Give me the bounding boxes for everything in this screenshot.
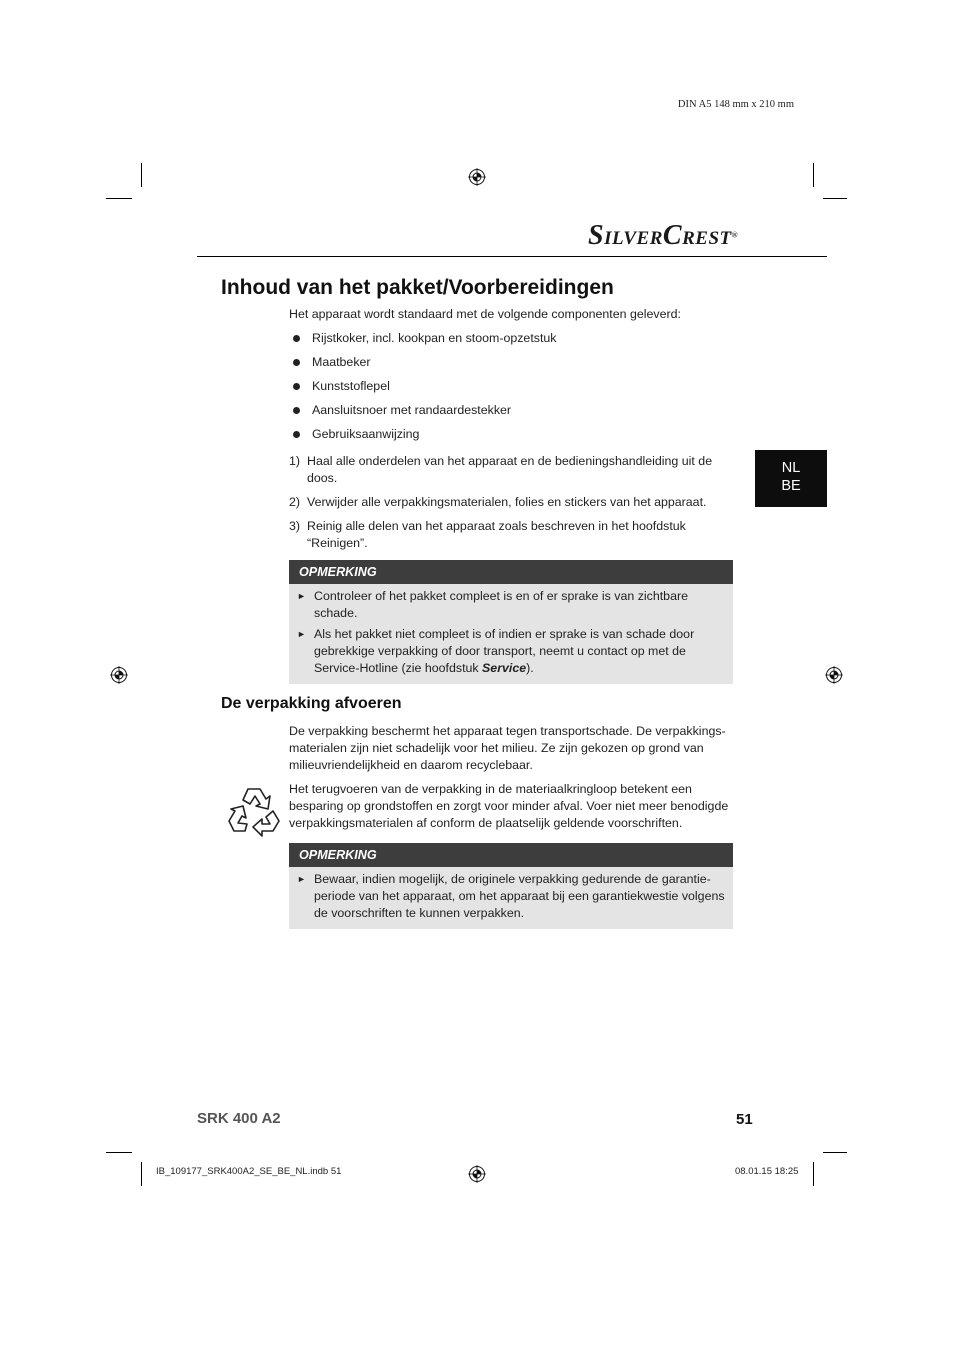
list-item: Maatbeker bbox=[289, 354, 557, 378]
list-item: Gebruiksaanwijzing bbox=[289, 426, 557, 450]
bullet-dot-icon bbox=[293, 407, 300, 414]
page-number: 51 bbox=[736, 1111, 753, 1128]
bullet-dot-icon bbox=[293, 335, 300, 342]
bullet-dot-icon bbox=[293, 431, 300, 438]
note-item: ► Als het pakket niet compleet is of indien er sprake is van schade door gebrekkige verpakking of door transport, neemt u contact op met de Service-Hotline (zie hoofdstuk Service). bbox=[297, 627, 695, 675]
note-heading: OPMERKING bbox=[289, 560, 733, 584]
triangle-right-icon: ► bbox=[297, 591, 306, 601]
format-label: DIN A5 148 mm x 210 mm bbox=[677, 99, 794, 110]
note-heading: OPMERKING bbox=[289, 843, 733, 867]
preparation-steps bbox=[289, 453, 729, 559]
step-item: 1) Haal alle onderdelen van het apparaat en de bedieningshandleiding uit de doos. bbox=[289, 454, 713, 485]
model-name: SRK 400 A2 bbox=[197, 1110, 281, 1127]
step-item: 3) Reinig alle delen van het apparaat zoals beschreven in het hoofdstuk “Reinigen”. bbox=[289, 519, 686, 550]
header-rule bbox=[197, 256, 827, 257]
brand-logo: SILVERCREST® bbox=[588, 220, 739, 251]
registration-mark-icon bbox=[468, 168, 486, 186]
language-tab: NL BE bbox=[755, 450, 827, 507]
note-box bbox=[289, 843, 733, 929]
list-item: Aansluitsnoer met randaardestekker bbox=[289, 402, 557, 426]
page-title: Inhoud van het pakket/Voorbereidingen bbox=[221, 276, 614, 299]
registration-mark-icon bbox=[825, 666, 843, 684]
intro-text: Het apparaat wordt standaard met de volgende componenten geleverd: bbox=[289, 307, 681, 321]
registration-mark-icon bbox=[468, 1165, 486, 1183]
print-slug-date: 08.01.15 18:25 bbox=[735, 1166, 799, 1177]
bullet-dot-icon bbox=[293, 383, 300, 390]
bullet-dot-icon bbox=[293, 359, 300, 366]
note-item: ► Controleer of het pakket compleet is en of er sprake is van zichtbare schade. bbox=[297, 589, 688, 620]
recycling-paragraph: Het terugvoeren van de verpakking in de materiaalkringloop betekent een besparing op grondstoffen en zorgt voor minder afval. Voer niet meer benodigde verpakkingsmaterialen af conform de plaatselijk geldende voorschriften. bbox=[289, 782, 729, 830]
contents-list bbox=[289, 330, 557, 450]
list-item: Rijstkoker, incl. kookpan en stoom-opzetstuk bbox=[289, 330, 557, 354]
triangle-right-icon: ► bbox=[297, 629, 306, 639]
print-slug-file: IB_109177_SRK400A2_SE_BE_NL.indb 51 bbox=[156, 1166, 342, 1177]
note-item: ► Bewaar, indien mogelijk, de originele verpakking gedurende de garantie-periode van het apparaat, om het apparaat bij een garantiekwestie volgens de voorschriften te kunnen verpakken. bbox=[297, 872, 725, 920]
section-title: De verpakking afvoeren bbox=[221, 695, 402, 712]
list-item: Kunststoflepel bbox=[289, 378, 557, 402]
note-box bbox=[289, 560, 733, 684]
triangle-right-icon: ► bbox=[297, 874, 306, 884]
registration-mark-icon bbox=[110, 666, 128, 684]
recycle-icon bbox=[226, 783, 284, 839]
packaging-paragraph: De verpakking beschermt het apparaat tegen transportschade. De verpakkings-materialen zijn niet schadelijk voor het milieu. Ze zijn gekozen op grond van milieuvriendelijkheid en daarom recyclebaar. bbox=[289, 724, 726, 772]
step-item: 2) Verwijder alle verpakkingsmaterialen, folies en stickers van het apparaat. bbox=[289, 495, 707, 509]
